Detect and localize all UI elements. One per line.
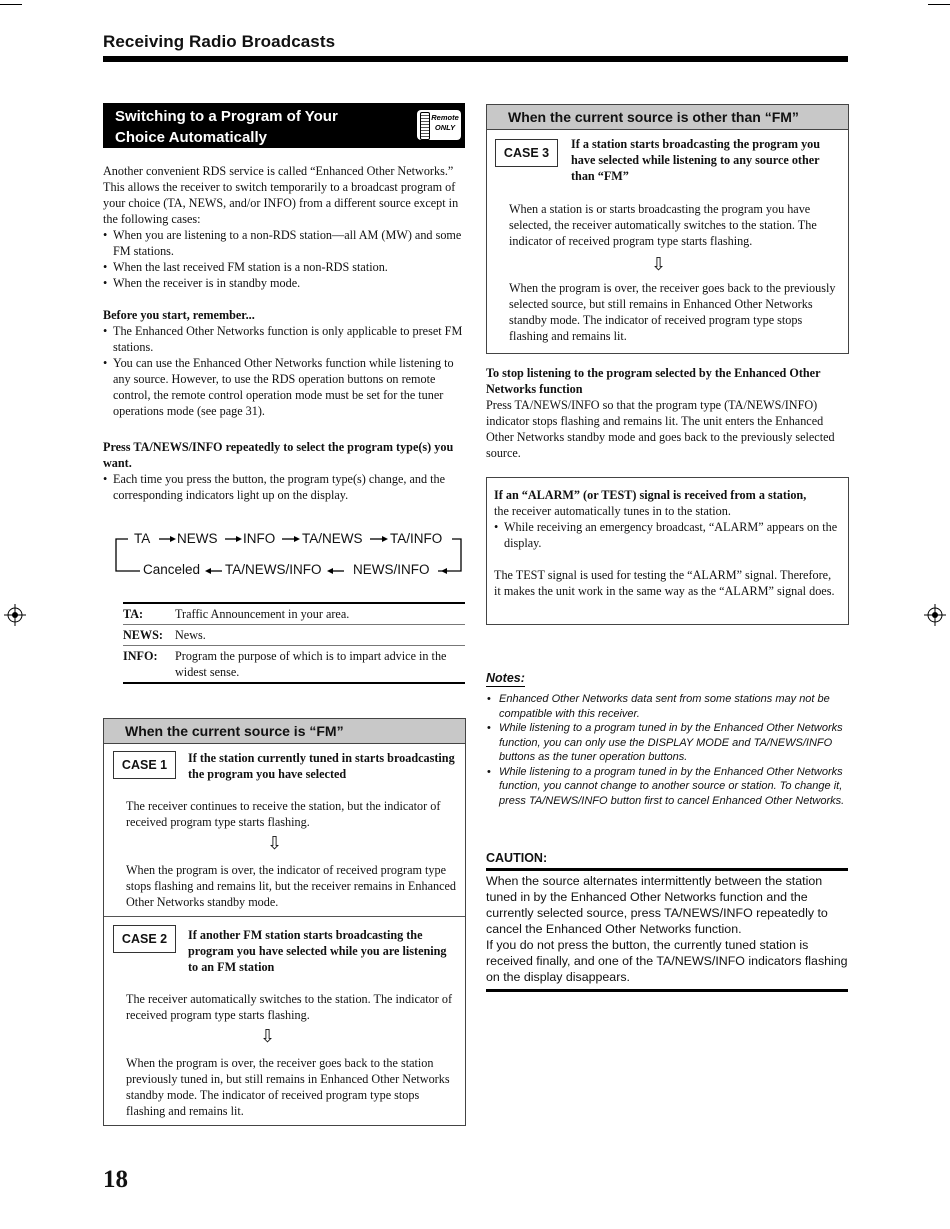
- alarm-heading: If an “ALARM” (or TEST) signal is received from a station,: [494, 488, 807, 502]
- remote-only-badge: [417, 110, 461, 140]
- page-number: 18: [103, 1166, 128, 1193]
- box-heading: When the current source is other than “FM”: [487, 105, 848, 130]
- cycle-item: TA/INFO: [390, 531, 443, 546]
- remote-only-label: [430, 113, 460, 133]
- table-row: [123, 645, 465, 682]
- case-3-title: If a station starts broadcasting the program you have selected while listening to any source other than “FM”: [571, 137, 821, 183]
- caution-text: If you do not press the button, the currently tuned station is received finally, and one of the TA/NEWS/INFO indicators flashing on the display disappears.: [486, 938, 848, 984]
- header-rule: [103, 56, 848, 62]
- badge-line: ONLY: [434, 123, 456, 132]
- list-item: • When the last received FM station is a non-RDS station.: [103, 259, 465, 275]
- list-item: • The Enhanced Other Networks function is only applicable to preset FM stations.: [103, 323, 465, 355]
- section-banner: [103, 103, 465, 148]
- press-heading: Press TA/NEWS/INFO repeatedly to select the program type(s) you want.: [103, 440, 454, 470]
- case-2-text: When the program is over, the receiver goes back to the station previously tuned in, but still remains in Enhanced Other Networks standby mode. The indicator of received program type stops flashing and remains lit.: [126, 1056, 450, 1118]
- note-item: • While listening to a program tuned in by the Enhanced Other Networks function, you cannot change to another source or station. To change it, press TA/NEWS/INFO button first to cancel Enhanced Other Networks.: [486, 765, 848, 809]
- definition-term: INFO:: [123, 649, 158, 663]
- crop-mark: [0, 4, 22, 5]
- registration-mark-icon: [4, 604, 26, 626]
- definitions-table: [123, 602, 465, 684]
- alarm-box: [486, 477, 849, 625]
- cycle-item: TA/NEWS/INFO: [225, 562, 322, 577]
- cycle-item: TA: [134, 531, 151, 546]
- registration-mark-icon: [924, 604, 946, 626]
- stop-section: [486, 365, 848, 461]
- cycle-item: INFO: [243, 531, 276, 546]
- case-2-title: If another FM station starts broadcasting the program you have selected while you are listening to an FM station: [188, 928, 447, 974]
- definition-term: NEWS:: [123, 628, 163, 642]
- caution-title: CAUTION:: [486, 851, 848, 871]
- intro-paragraph: Another convenient RDS service is called “Enhanced Other Networks.”: [103, 164, 454, 178]
- down-arrow-icon: ⇩: [267, 833, 283, 854]
- down-arrow-icon: ⇩: [260, 1026, 276, 1047]
- remember-heading: Before you start, remember...: [103, 308, 255, 322]
- case-3-text: When the program is over, the receiver goes back to the previously selected source, but still remains in Enhanced Other Networks standby mode. The indicator of received program type stops flashing and remains lit.: [509, 281, 836, 343]
- list-item: • When the receiver is in standby mode.: [103, 275, 465, 291]
- caution: [486, 851, 848, 992]
- list-item: • Each time you press the button, the program type(s) change, and the corresponding indicators light up on the display.: [103, 471, 465, 503]
- page-header-title: Receiving Radio Broadcasts: [103, 32, 336, 51]
- table-row: [123, 604, 465, 624]
- case-1-title: If the station currently tuned in starts broadcasting the program you have selected: [188, 751, 455, 781]
- intro: [103, 163, 465, 503]
- cycle-item: Canceled: [143, 562, 201, 577]
- cycle-item: TA/NEWS: [302, 531, 363, 546]
- cycle-item: NEWS/INFO: [353, 562, 430, 577]
- note-item: • Enhanced Other Networks data sent from some stations may not be compatible with this receiver.: [486, 692, 848, 721]
- list-item: • You can use the Enhanced Other Networks function while listening to any source. However, to use the RDS operation buttons on remote control, the remote control operation mode must be set for the tuner operations mode (see page 31).: [103, 355, 465, 419]
- caution-body: [486, 871, 848, 992]
- list-item: • While receiving an emergency broadcast, “ALARM” appears on the display.: [494, 519, 840, 551]
- intro-paragraph: This allows the receiver to switch temporarily to a broadcast program of your choice (TA, NEWS, and/or INFO) from a different source except in the following cases:: [103, 180, 459, 226]
- case-2-tag: CASE 2: [113, 925, 176, 953]
- case-1-tag: CASE 1: [113, 751, 176, 779]
- definition-desc: Traffic Announcement in your area.: [175, 607, 350, 621]
- box-heading: When the current source is “FM”: [104, 719, 465, 744]
- alarm-text: The TEST signal is used for testing the “ALARM” signal. Therefore, it makes the unit work in the same way as the “ALARM” signal does.: [494, 568, 835, 598]
- remote-control-icon: [420, 112, 430, 140]
- alarm-content: [494, 487, 840, 599]
- down-arrow-icon: ⇩: [651, 254, 667, 275]
- section-title: [115, 106, 405, 148]
- caution-text: When the source alternates intermittently between the station tuned in by the Enhanced Other Networks function and the currently selected source, press TA/NEWS/INFO repeatedly to cancel the Enhanced Other Networks function.: [486, 874, 828, 936]
- fm-source-box: [103, 718, 466, 1126]
- note-item: • While listening to a program tuned in by the Enhanced Other Networks function, you can only use the DISPLAY MODE and TA/NEWS/INFO buttons as the tuner operation buttons.: [486, 721, 848, 765]
- other-source-box: [486, 104, 849, 354]
- notes: [486, 669, 848, 808]
- case-2-text: The receiver automatically switches to the station. The indicator of received program type starts flashing.: [126, 992, 453, 1022]
- section-title-line: Choice Automatically: [115, 129, 267, 146]
- definition-desc: Program the purpose of which is to impart advice in the widest sense.: [175, 649, 447, 679]
- list-item: • When you are listening to a non-RDS station—all AM (MW) and some FM stations.: [103, 227, 465, 259]
- case-divider: [104, 916, 465, 917]
- case-1-text: The receiver continues to receive the station, but the indicator of received program type starts flashing.: [126, 799, 441, 829]
- crop-mark: [928, 4, 950, 5]
- definition-desc: News.: [175, 628, 206, 642]
- definition-term: TA:: [123, 607, 144, 621]
- table-row: [123, 624, 465, 645]
- badge-line: Remote: [431, 113, 459, 122]
- case-3-text: When a station is or starts broadcasting the program you have selected, the receiver automatically switches to the station. The indicator of received program type starts flashing.: [509, 202, 817, 248]
- stop-heading: To stop listening to the program selected by the Enhanced Other Networks function: [486, 366, 821, 396]
- cycle-item: NEWS: [177, 531, 218, 546]
- alarm-text: the receiver automatically tunes in to the station.: [494, 504, 731, 518]
- stop-text: Press TA/NEWS/INFO so that the program type (TA/NEWS/INFO) indicator stops flashing and remains lit. The unit enters the Enhanced Other Networks standby mode and goes back to the previously selected source.: [486, 398, 835, 460]
- notes-title: Notes:: [486, 671, 525, 685]
- section-title-line: Switching to a Program of Your: [115, 108, 338, 125]
- case-3-tag: CASE 3: [495, 139, 558, 167]
- case-1-text: When the program is over, the indicator of received program type stops flashing and remains lit, but the receiver remains in Enhanced Other Networks standby mode.: [126, 863, 456, 909]
